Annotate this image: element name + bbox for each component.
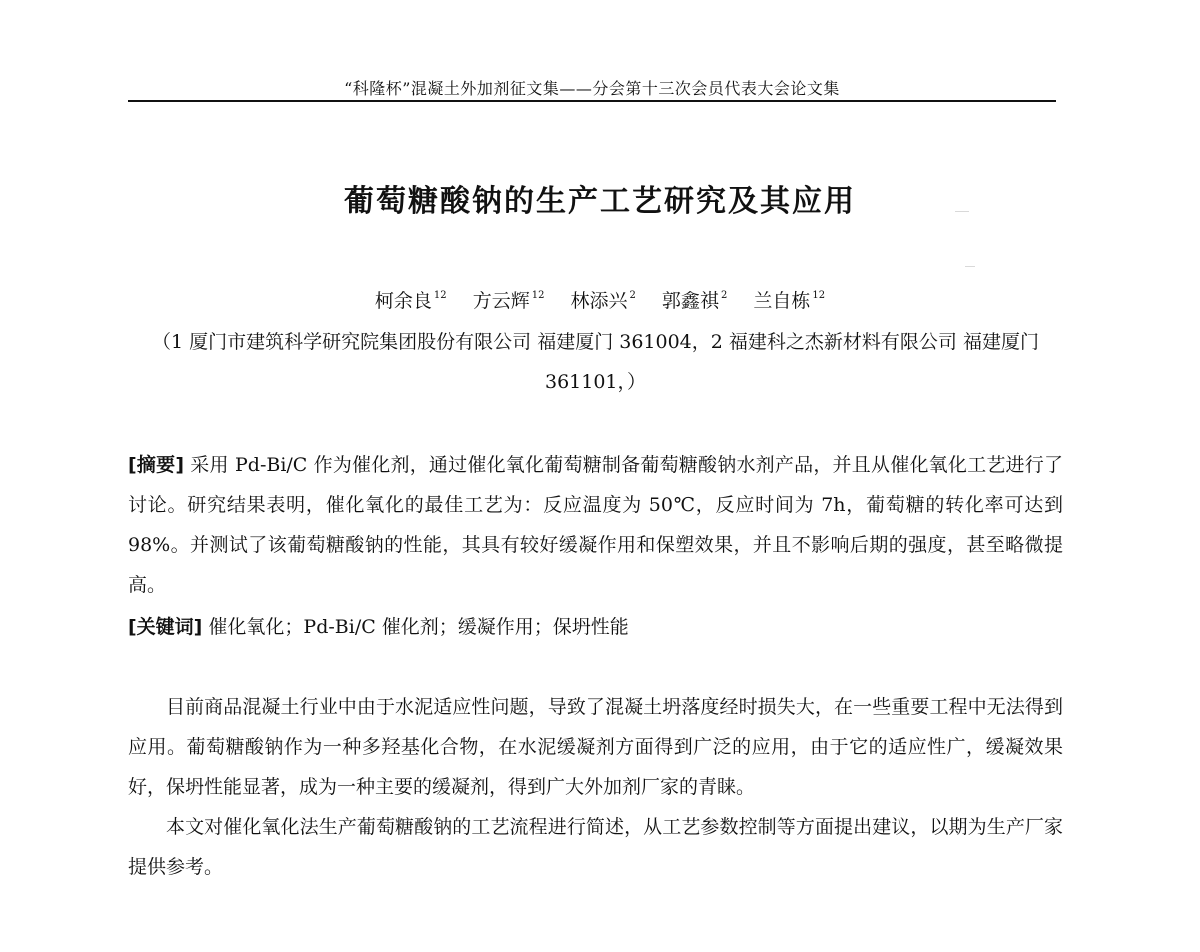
running-header [128, 64, 1056, 102]
author [753, 286, 825, 313]
body-paragraph: 本文对催化氧化法生产葡萄糖酸钠的工艺流程进行简述，从工艺参数控制等方面提出建议，以期为生产厂家提供参考。 [128, 816, 1063, 878]
keywords [128, 607, 1063, 647]
running-header-title: “科隆杯”混凝土外加剂征文集——分会第十三次会员代表大会论文集 [344, 79, 840, 98]
body-text [128, 687, 1063, 887]
author [570, 286, 635, 313]
author-name: 林添兴 [570, 290, 628, 312]
author-name: 方云辉 [472, 290, 530, 312]
author [473, 286, 545, 313]
abstract-label: [摘要] [128, 454, 185, 476]
author-affiliation-mark: 12 [531, 290, 545, 301]
abstract [128, 445, 1063, 605]
body-paragraph: 目前商品混凝土行业中由于水泥适应性问题，导致了混凝土坍落度经时损失大，在一些重要工程中无法得到应用。葡萄糖酸钠作为一种多羟基化合物，在水泥缓凝剂方面得到广泛的应用，由于它的适应性广，缓凝效果好，保坍性能显著，成为一种主要的缓凝剂，得到广大外加剂厂家的青睐。 [128, 696, 1063, 798]
author-affiliations: （1 厦门市建筑科学研究院集团股份有限公司 福建厦门 361004，2 福建科之杰新材料有限公司 福建厦门 361101，） [152, 331, 1039, 393]
author-affiliation-mark: 2 [720, 290, 728, 301]
author-affiliation-mark: 12 [433, 290, 447, 301]
author-list [0, 286, 1200, 313]
abstract-text: 采用 Pd-Bi/C 作为催化剂，通过催化氧化葡萄糖制备葡萄糖酸钠水剂产品，并且从催化氧化工艺进行了讨论。研究结果表明，催化氧化的最佳工艺为：反应温度为 50℃，反应时间为 7h，葡萄糖的转化率可达到 98%。并测试了该葡萄糖酸钠的性能，其具有较好缓凝作用和保塑效果，并且不影响后期的强度，甚至略微提高。 [128, 454, 1063, 596]
author-name: 柯余良 [374, 290, 432, 312]
author-name: 郭鑫祺 [661, 290, 719, 312]
scan-artifact-line [965, 266, 975, 267]
keywords-text: 催化氧化；Pd-Bi/C 催化剂；缓凝作用；保坍性能 [208, 616, 629, 638]
scan-artifact-line [955, 211, 969, 212]
paper-title: 葡萄糖酸钠的生产工艺研究及其应用 [344, 184, 856, 219]
author [662, 286, 727, 313]
author [375, 286, 447, 313]
author-affiliation-mark: 2 [629, 290, 636, 301]
author-name: 兰自栋 [753, 290, 811, 312]
author-affiliation-mark: 12 [812, 290, 826, 301]
keywords-label: [关键词] [128, 616, 203, 638]
